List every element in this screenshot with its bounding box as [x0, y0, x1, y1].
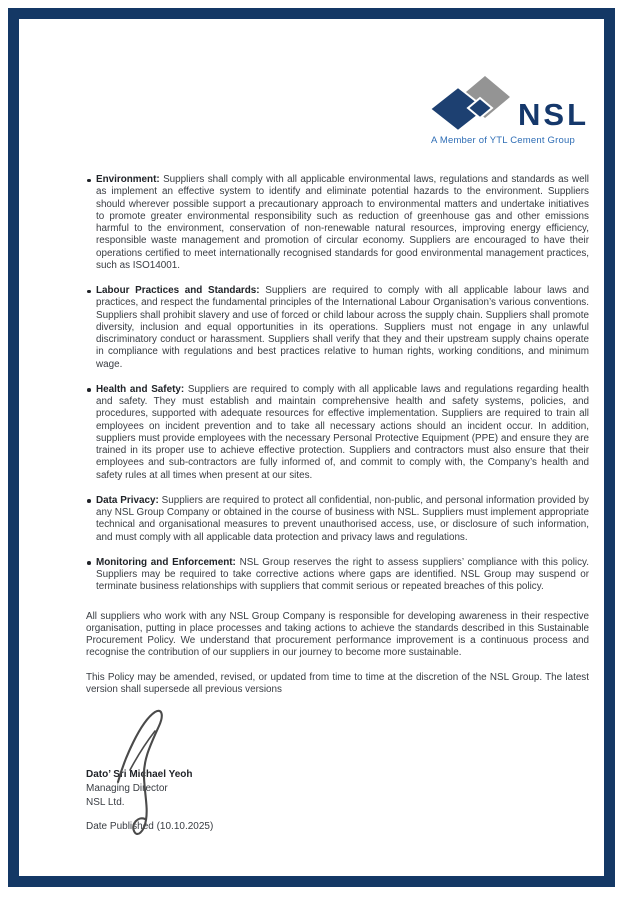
signatory-name: Dato’ Sri Michael Yeoh — [86, 769, 193, 780]
page-content — [38, 38, 622, 895]
date-published: Date Published (10.10.2025) — [86, 821, 214, 832]
bullet-body: Suppliers are required to protect all confidential, non-public, and personal information provided by any NSL Group Company or obtained in the course of business with NSL. Suppliers must implement appropriate technical and organisational measures to prevent unauthorised access, use, or disclosure of such information, and must comply with all applicable data protection and privacy laws and regulations. — [96, 494, 589, 543]
bullet-heading: Labour Practices and Standards: — [96, 285, 260, 296]
nsl-diamonds-logo-icon — [431, 74, 511, 132]
bullet-body: Suppliers shall comply with all applicable environmental laws, regulations and standards as well as implement an effective system to identify and eliminate potential hazards to the environment. Suppliers should wherever possible support a precautionary approach to environmental matters and undertake initiatives to promote greater environmental responsibility such as reduction of greenhouse gas and other emissions harmful to the environment, conservation of non-renewable natural resources, improving energy efficiency, responsible waste management and promotion of circular economy. Suppliers are encouraged to have their operations certified to meet internationally recognised standards for good environmental management practices, such as ISO14001. — [96, 174, 589, 271]
bullet-body: Suppliers are required to comply with all applicable laws and regulations regarding health and safety. They must establish and maintain comprehensive health and safety systems, policies, and procedures, supported with adequate resources for effective implementation. Suppliers are required to train all employees on incident prevention and to take all necessary actions should an incident occur. In addition, suppliers must provide employees with the necessary Personal Protective Equipment (PPE) and ensure they are trained in its proper use to achieve effective protection. Suppliers and contractors must also ensure that their employees and sub-contractors are fully informed of, and commit to comply with, the Company’s health and safety rules at all times when present at our sites. — [96, 383, 589, 481]
bullet-body: Suppliers are required to comply with all applicable labour laws and practices, and respect the fundamental principles of the International Labour Organisation’s various conventions. Suppliers shall prohibit slavery and use of forced or child labour across the supply chain. Suppliers shall promote diversity, inclusion and equal opportunities in its operations. Suppliers must not engage in any unlawful discriminatory conduct or harassment. Suppliers shall verify that they and their upstream supply chains operate in compliance with regulations and best practices relative to human rights, working conditions, and minimum wage. — [96, 285, 589, 370]
logo-wordmark: NSL — [518, 97, 589, 132]
bullet-heading: Environment: — [96, 174, 160, 185]
signature-area — [86, 708, 589, 768]
bullet-labour-practices — [86, 285, 589, 371]
closing-paragraph-awareness: All suppliers who work with any NSL Group Company is responsible for developing awareness in their respective organisation, putting in place processes and taking actions to achieve the standards described in this Sustainable Procurement Policy. We understand that procurement performance improvement is a continuous process and recognise the contribution of our suppliers in our journey to become more sustainable. — [86, 610, 589, 659]
signatory-company: NSL Ltd. — [86, 797, 125, 808]
bullet-data-privacy — [86, 495, 589, 544]
bullet-heading: Health and Safety: — [96, 383, 185, 395]
bullet-heading: Monitoring and Enforcement: — [96, 556, 236, 568]
signatory-title: Managing Director — [86, 783, 168, 794]
logo-tagline: A Member of YTL Cement Group — [431, 135, 575, 146]
bullet-heading: Data Privacy: — [96, 494, 159, 506]
logo-row — [431, 74, 589, 132]
page-border-frame — [8, 8, 615, 887]
closing-paragraph-amendment: This Policy may be amended, revised, or updated from time to time at the discretion of the NSL Group. The latest version shall supersede all previous versions — [86, 671, 589, 695]
policy-bullet-list — [86, 174, 589, 594]
bullet-environment — [86, 174, 589, 272]
bullet-body: NSL Group reserves the right to assess suppliers’ compliance with this policy. Suppliers may be required to take corrective actions where gaps are identified. NSL Group may suspend or terminate business relationships with suppliers that commit serious or repeated breaches of this policy. — [96, 556, 589, 593]
bullet-health-safety — [86, 384, 589, 482]
bullet-monitoring-enforcement — [86, 557, 589, 594]
company-logo — [431, 74, 589, 146]
